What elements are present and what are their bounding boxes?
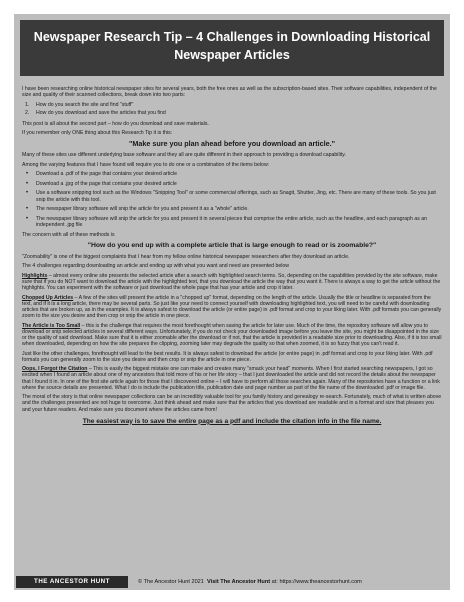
challenge-too-small: The Article is Too Small – this is the challenge that requires the most forethought when saving the article for later use. Much of the time, the repository software will allow you to download or snip selected articles in several different ways. Unfortunately, if you do not check your downloaded image before you leave the site, you might be disappointed in the size or the quality of said download. Make sure that it is either zoomable after the download or if not, that the article is provided in a readable size prior to downloading. Also, if it is too small when downloaded, depending on how the site prepares the clipping, zooming later may degrade the quality so that when zoomed, it is so fuzzy that you can't read it. bbox=[22, 322, 442, 348]
paragraph: Many of these sites use different underlying base software and they all are quite different in their approach to providing a download capability. bbox=[22, 152, 346, 159]
bullet-item: • The newspaper library software will snip the article for you and present it as a "whole" article. bbox=[26, 206, 249, 213]
document-title-banner bbox=[20, 20, 444, 76]
footer-text bbox=[138, 578, 362, 586]
paragraph: The concern with all of these methods is bbox=[22, 231, 115, 238]
paragraph: Just like the other challenges, forethought will lead to the best results. It is always safest to download the article (or entire page) in .pdf format and crop to your liking later. With .pdf formats you can generally zoom to the size you desire and then crop or snip the article in one piece. bbox=[22, 350, 433, 363]
list-item: 2. How do you download and save the articles that you find bbox=[25, 110, 166, 117]
callout-heading: "How do you end up with a complete article that is large enough to read or is zoomable?" bbox=[87, 241, 377, 249]
challenge-citation: Oops, I Forgot the Citation – This is easily the biggest mistake one can make and creates many "smack your head" moments. When I first started searching newspapers, I got so excited when I found an article about one of my ancestors that told more of his or her life story – that I just downloaded the article and did not record the details about the newspaper that I found it in. In one of the first site article again for those that I discovered online – I will have to perform all those searches again. Many of the repositories have a function or a link where the source details are presented. What I do is include the publication title, publication date and page number as part of the file name of the downloaded .pdf or image file. bbox=[22, 366, 440, 391]
paragraph: This post is all about the second part – how do you download and save materials. bbox=[22, 120, 209, 127]
paragraph: Among the varying features that I have found will require you to do one or a combination of the items below: bbox=[22, 161, 270, 168]
title-line-2: Newspaper Articles bbox=[174, 48, 290, 62]
intro-paragraph: I have been researching online historical newspaper sites for several years, both the free ones as well as the subscription-based sites. Their software capabilities, independent of the size and quality of their scanned collections, break down into two parts: bbox=[22, 86, 437, 99]
challenge-chopped-up: Chopped Up Articles – A few of the sites will present the article in a "chopped up" format, depending on the length of the article. Usually the title or headline is separated from the text, and if it is a long article, there may be several parts. So just like your need to connect yourself with downloading highlighted text, you will need to be careful with downloading articles that are broken up, as in the examples. It is always safest to download the article (or entire page) in .pdf format and crop to your liking later. With .pdf formats you can generally zoom to the size you desire and then crop or snip the article in one piece. bbox=[22, 294, 442, 320]
bullet-item: • Download a .pdf of the page that contains your desired article bbox=[26, 171, 178, 178]
final-tip: The easiest way is to save the entire page as a pdf and include the citation info in the file name. bbox=[82, 417, 382, 425]
paragraph: "Zoomability" is one of the biggest complaints that I hear from my fellow online historical newspaper researchers after they download an article. bbox=[22, 253, 350, 260]
list-item: 1. How do you search the site and find "stuff" bbox=[25, 101, 134, 108]
bullet-item: • The newspaper library software will snip the article for you and present it in several pieces that comprise the entire article, such as the headline, and each paragraph as an independent .jpg file bbox=[26, 215, 428, 228]
copyright-text: © The Ancestor Hunt 2021 bbox=[138, 579, 204, 585]
website-link[interactable]: at: https://www.theancestorhunt.com bbox=[271, 579, 362, 585]
document-body bbox=[22, 86, 442, 578]
ancestor-hunt-logo: THE ANCESTOR HUNT bbox=[16, 576, 128, 588]
challenge-highlights: Highlights – almost every online site presents the selected article after a search with highlighted search terms. So, depending on the capabilities provided by the site software, make sure that if you do NOT want to download the article with the highlighted text, that you download the article the way that you want it. There is always a way to get the article without the highlights. You can experiment with the software or just download the whole page that has your article and crop it later. bbox=[22, 272, 441, 292]
bullet-item: • Download a .jpg of the page that contains your desired article bbox=[26, 180, 177, 187]
bullet-item: • Use a software snipping tool such as the Windows "Snipping Tool" or some commercial offerings, such as Snagit, Shutter, Jing, etc. There are many of these tools. So you just snip the article with this tool. bbox=[26, 190, 436, 203]
paragraph: The 4 challenges regarding downloading an article and ending up with what you want and need are presented below bbox=[22, 263, 290, 270]
conclusion-paragraph: The moral of the story is that online newspaper collections can be an incredibly valuable tool for you family history and genealogy re-search. Fortunately, much of what is written above and the challenges presented are not huge to overcome. Just think ahead and make sure that the articles that you download are readable and in a format and size that pleases you and your future readers. And make sure you document where the articles came from! bbox=[22, 394, 442, 413]
title-line-1: Newspaper Research Tip – 4 Challenges in Downloading Historical bbox=[33, 30, 431, 44]
paragraph: If you remember only ONE thing about this Research Tip it is this: bbox=[22, 129, 173, 136]
visit-text: Visit The Ancestor Hunt bbox=[207, 579, 271, 585]
callout-heading: "Make sure you plan ahead before you download an article." bbox=[128, 139, 336, 149]
